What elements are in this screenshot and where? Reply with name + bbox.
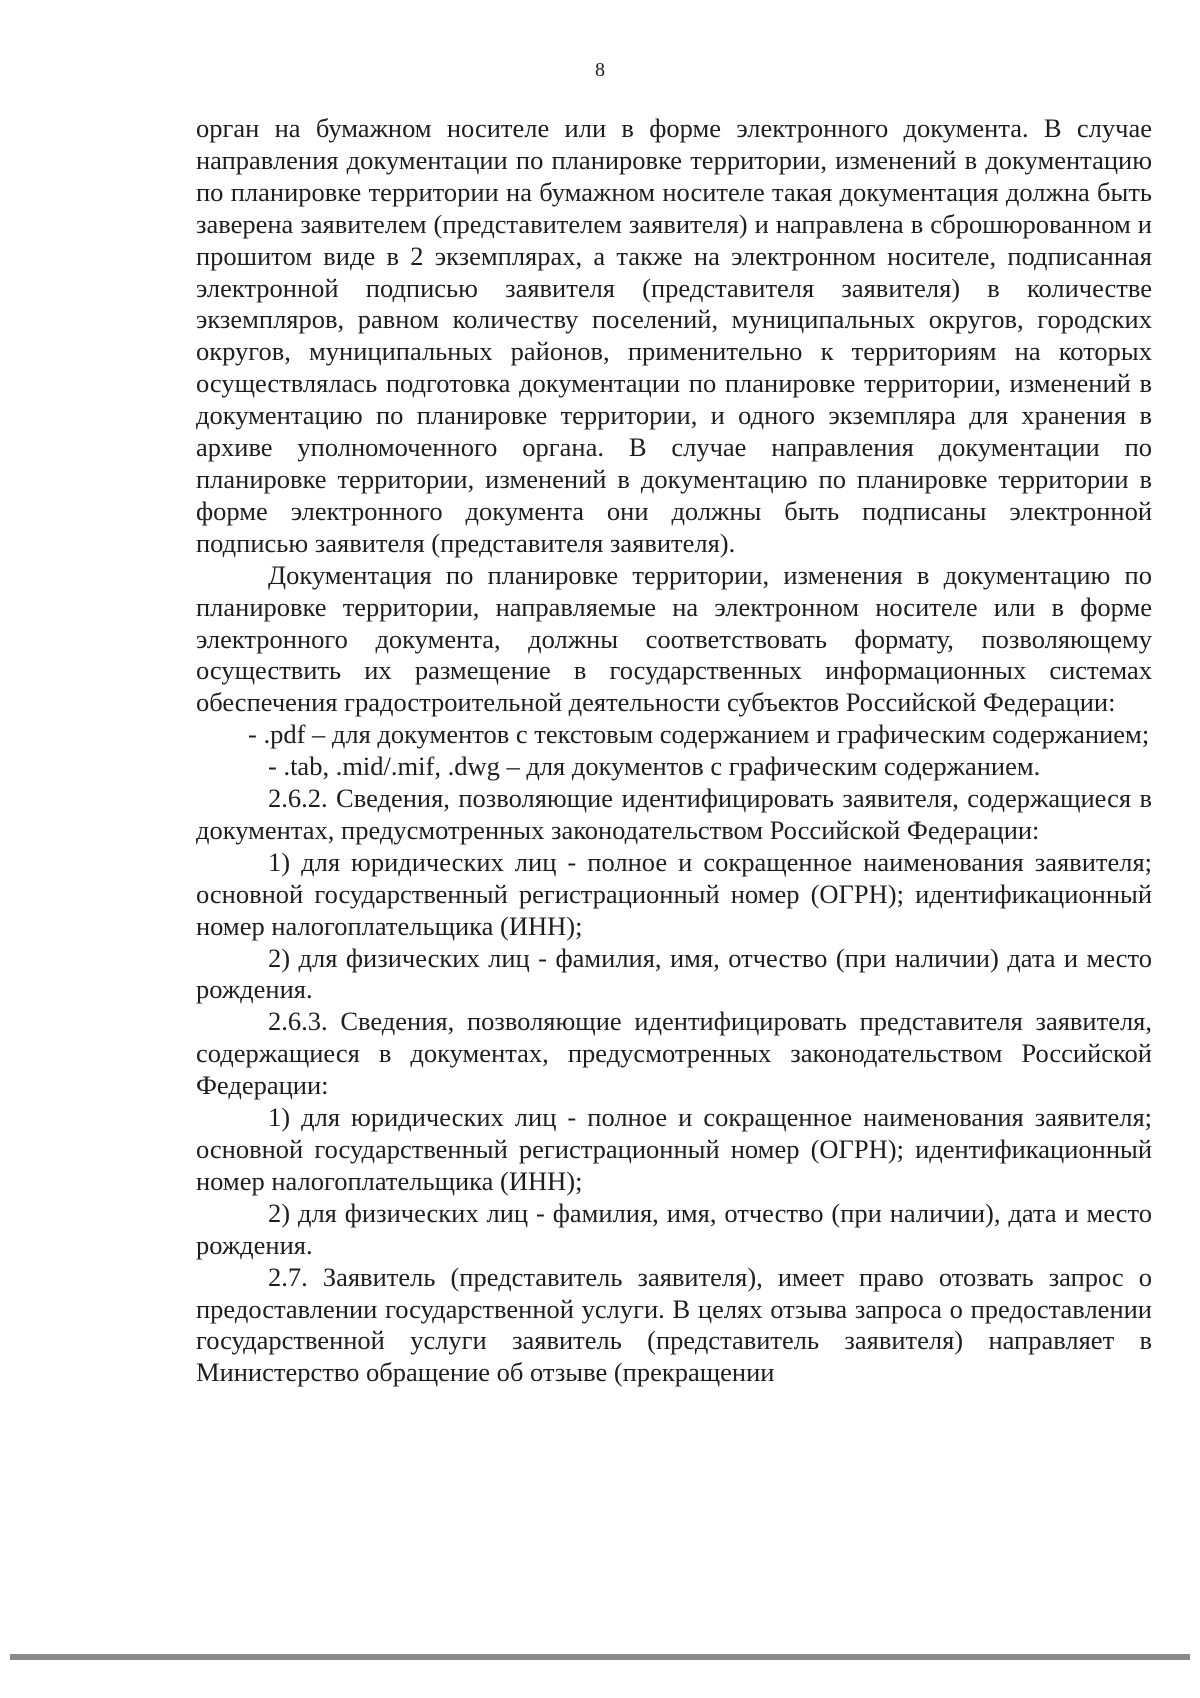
section-2-6-3: 2.6.3. Сведения, позволяющие идентифицировать представителя заявителя, содержащиеся в документах, предусмотренных законодательством Российской Федерации: — [196, 1006, 1152, 1101]
list-item-legal-entities: 1) для юридических лиц - полное и сокращенное наименования заявителя; основной государственный регистрационный номер (ОГРН); идентификационный номер налогоплательщика (ИНН); — [196, 846, 1152, 941]
page-number: 8 — [595, 59, 605, 81]
paragraph-continuation: орган на бумажном носителе или в форме электронного документа. В случае направления документации по планировке территории, изменений в документацию по планировке территории на бумажном носителе такая документация должна быть заверена заявителем (представителем заявителя) и направлена в сброшюрованном и прошитом виде в 2 экземплярах, а также на электронном носителе, подписанная электронной подписью заявителя (представителя заявителя) в количестве экземпляров, равном количеству поселений, муниципальных округов, городских округов, муниципальных районов, применительно к территориям на которых осуществлялась подготовка документации по планировке территории, изменений в документацию по планировке территории, и одного экземпляра для хранения в архиве уполномоченного органа. В случае направления документации по планировке территории, изменений в документацию по планировке территории в форме электронного документа они должны быть подписаны электронной подписью заявителя (представителя заявителя). — [196, 113, 1152, 558]
list-item-legal-entities-representative: 1) для юридических лиц - полное и сокращенное наименования заявителя; основной государственный регистрационный номер (ОГРН); идентификационный номер налогоплательщика (ИНН); — [196, 1102, 1152, 1196]
bottom-divider — [10, 1654, 1190, 1660]
document-body — [196, 113, 1152, 1389]
list-item-individuals-representative: 2) для физических лиц - фамилия, имя, отчество (при наличии), дата и место рождения. — [196, 1197, 1152, 1260]
list-item-individuals: 2) для физических лиц - фамилия, имя, отчество (при наличии) дата и место рождения. — [196, 942, 1152, 1005]
list-item-tab: - .tab, .mid/.mif, .dwg – для документов с графическим содержанием. — [268, 751, 1041, 782]
paragraph-formats-intro: Документация по планировке территории, изменения в документацию по планировке территории, направляемые на электронном носителе или в форме электронного документа, должны соответствовать формату, позволяющему осуществить их размещение в государственных информационных системах обеспечения градостроительной деятельности субъектов Российской Федерации: — [196, 559, 1152, 718]
list-item-pdf: - .pdf – для документов с текстовым содержанием и графическим содержанием; — [248, 719, 1150, 750]
section-2-7: 2.7. Заявитель (представитель заявителя), имеет право отозвать запрос о предоставлении государственной услуги. В целях отзыва запроса о предоставлении государственной услуги заявитель (представитель заявителя) направляет в Министерство обращение об отзыве (прекращении — [196, 1261, 1152, 1388]
section-2-6-2: 2.6.2. Сведения, позволяющие идентифицировать заявителя, содержащиеся в документах, предусмотренных законодательством Российской Федерации: — [196, 783, 1152, 845]
